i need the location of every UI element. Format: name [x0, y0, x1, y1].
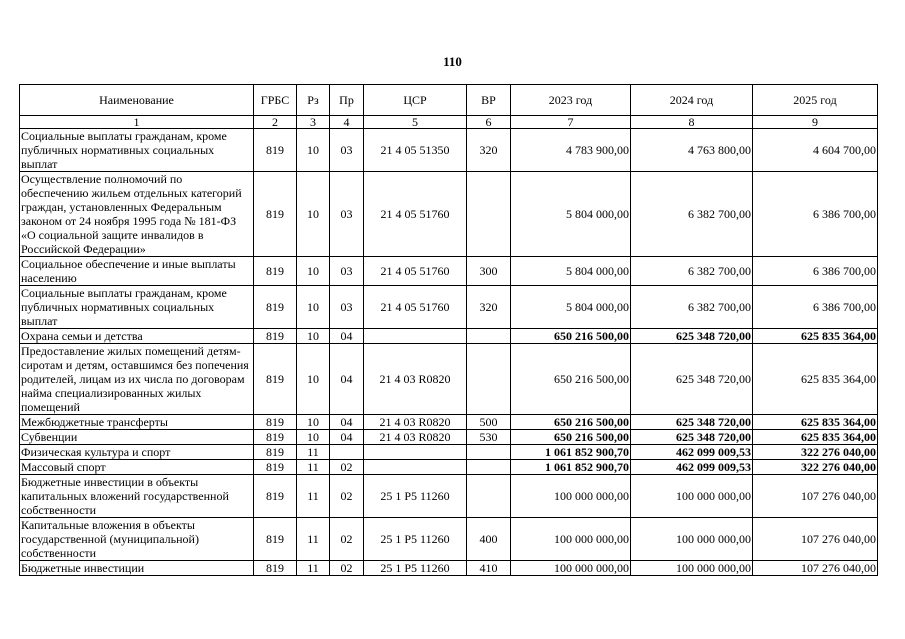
amount-2024-cell: 625 348 720,00 — [631, 329, 753, 344]
amount-2025-cell: 322 276 040,00 — [753, 460, 878, 475]
row-name-cell: Социальное обеспечение и иные выплаты населению — [20, 257, 254, 286]
amount-2025-cell: 322 276 040,00 — [753, 445, 878, 460]
row-name-cell: Капитальные вложения в объекты государственной (муниципальной) собственности — [20, 518, 254, 561]
csr-cell — [364, 445, 467, 460]
table-row — [20, 518, 878, 561]
amount-2025-cell: 625 835 364,00 — [753, 430, 878, 445]
rz-cell: 11 — [297, 518, 330, 561]
pr-cell: 04 — [330, 415, 364, 430]
rz-cell: 10 — [297, 344, 330, 415]
vr-cell — [467, 460, 511, 475]
row-name-cell: Социальные выплаты гражданам, кроме публичных нормативных социальных выплат — [20, 129, 254, 172]
amount-2023-cell: 100 000 000,00 — [511, 518, 631, 561]
rz-cell: 10 — [297, 129, 330, 172]
table-row — [20, 172, 878, 257]
amount-2023-cell: 5 804 000,00 — [511, 286, 631, 329]
amount-2025-cell: 6 386 700,00 — [753, 257, 878, 286]
column-number: 5 — [364, 116, 467, 129]
rz-cell: 10 — [297, 172, 330, 257]
column-number-row — [20, 116, 878, 129]
vr-cell: 500 — [467, 415, 511, 430]
grbs-cell: 819 — [254, 257, 297, 286]
amount-2024-cell: 6 382 700,00 — [631, 286, 753, 329]
amount-2025-cell: 625 835 364,00 — [753, 329, 878, 344]
column-number: 2 — [254, 116, 297, 129]
table-row — [20, 475, 878, 518]
column-header: 2025 год — [753, 85, 878, 116]
row-name-cell: Осуществление полномочий по обеспечению жильем отдельных категорий граждан, установленных Федеральным законом от 24 ноября 1995 года № 181-ФЗ «О социальной защите инвалидов в Российской Федерации» — [20, 172, 254, 257]
amount-2024-cell: 6 382 700,00 — [631, 257, 753, 286]
column-number: 7 — [511, 116, 631, 129]
pr-cell: 03 — [330, 129, 364, 172]
amount-2023-cell: 650 216 500,00 — [511, 430, 631, 445]
vr-cell — [467, 445, 511, 460]
column-number: 8 — [631, 116, 753, 129]
pr-cell: 02 — [330, 475, 364, 518]
pr-cell: 02 — [330, 561, 364, 576]
amount-2024-cell: 100 000 000,00 — [631, 475, 753, 518]
rz-cell: 11 — [297, 460, 330, 475]
column-number: 3 — [297, 116, 330, 129]
rz-cell: 11 — [297, 561, 330, 576]
pr-cell: 03 — [330, 286, 364, 329]
vr-cell: 320 — [467, 129, 511, 172]
column-header: 2024 год — [631, 85, 753, 116]
rz-cell: 10 — [297, 329, 330, 344]
vr-cell — [467, 329, 511, 344]
rz-cell: 10 — [297, 257, 330, 286]
grbs-cell: 819 — [254, 172, 297, 257]
amount-2023-cell: 100 000 000,00 — [511, 561, 631, 576]
pr-cell: 04 — [330, 344, 364, 415]
table-row — [20, 460, 878, 475]
amount-2025-cell: 4 604 700,00 — [753, 129, 878, 172]
grbs-cell: 819 — [254, 430, 297, 445]
grbs-cell: 819 — [254, 329, 297, 344]
vr-cell: 530 — [467, 430, 511, 445]
rz-cell: 11 — [297, 475, 330, 518]
amount-2024-cell: 100 000 000,00 — [631, 561, 753, 576]
row-name-cell: Массовый спорт — [20, 460, 254, 475]
table-row — [20, 129, 878, 172]
row-name-cell: Предоставление жилых помещений детям-сиротам и детям, оставшимся без попечения родителей, лицам из их числа по договорам найма специализированных жилых помещений — [20, 344, 254, 415]
amount-2023-cell: 5 804 000,00 — [511, 172, 631, 257]
rz-cell: 10 — [297, 415, 330, 430]
pr-cell: 02 — [330, 518, 364, 561]
row-name-cell: Субвенции — [20, 430, 254, 445]
amount-2025-cell: 107 276 040,00 — [753, 518, 878, 561]
amount-2023-cell: 650 216 500,00 — [511, 415, 631, 430]
row-name-cell: Бюджетные инвестиции в объекты капитальных вложений государственной собственности — [20, 475, 254, 518]
grbs-cell: 819 — [254, 518, 297, 561]
amount-2025-cell: 6 386 700,00 — [753, 286, 878, 329]
column-header: ВР — [467, 85, 511, 116]
table-row — [20, 286, 878, 329]
column-header: ГРБС — [254, 85, 297, 116]
amount-2024-cell: 6 382 700,00 — [631, 172, 753, 257]
amount-2024-cell: 462 099 009,53 — [631, 445, 753, 460]
rz-cell: 11 — [297, 445, 330, 460]
row-name-cell: Охрана семьи и детства — [20, 329, 254, 344]
pr-cell: 04 — [330, 430, 364, 445]
table-row — [20, 430, 878, 445]
grbs-cell: 819 — [254, 460, 297, 475]
column-header: ЦСР — [364, 85, 467, 116]
table-row — [20, 445, 878, 460]
table-row — [20, 415, 878, 430]
amount-2023-cell: 1 061 852 900,70 — [511, 445, 631, 460]
page-number: 110 — [443, 54, 462, 69]
grbs-cell: 819 — [254, 344, 297, 415]
csr-cell: 21 4 05 51350 — [364, 129, 467, 172]
vr-cell: 320 — [467, 286, 511, 329]
pr-cell: 02 — [330, 460, 364, 475]
table-row — [20, 344, 878, 415]
column-header: 2023 год — [511, 85, 631, 116]
amount-2023-cell: 650 216 500,00 — [511, 329, 631, 344]
column-header: Пр — [330, 85, 364, 116]
row-name-cell: Социальные выплаты гражданам, кроме публичных нормативных социальных выплат — [20, 286, 254, 329]
amount-2025-cell: 6 386 700,00 — [753, 172, 878, 257]
table-header-row — [20, 85, 878, 116]
vr-cell — [467, 344, 511, 415]
column-number: 6 — [467, 116, 511, 129]
csr-cell: 21 4 03 R0820 — [364, 415, 467, 430]
amount-2025-cell: 107 276 040,00 — [753, 475, 878, 518]
column-number: 4 — [330, 116, 364, 129]
amount-2024-cell: 462 099 009,53 — [631, 460, 753, 475]
grbs-cell: 819 — [254, 129, 297, 172]
table-body — [20, 129, 878, 576]
amount-2024-cell: 4 763 800,00 — [631, 129, 753, 172]
amount-2023-cell: 1 061 852 900,70 — [511, 460, 631, 475]
csr-cell — [364, 329, 467, 344]
column-header: Наименование — [20, 85, 254, 116]
grbs-cell: 819 — [254, 445, 297, 460]
amount-2024-cell: 625 348 720,00 — [631, 415, 753, 430]
pr-cell: 04 — [330, 329, 364, 344]
vr-cell — [467, 172, 511, 257]
grbs-cell: 819 — [254, 415, 297, 430]
amount-2025-cell: 107 276 040,00 — [753, 561, 878, 576]
csr-cell: 21 4 03 R0820 — [364, 430, 467, 445]
vr-cell — [467, 475, 511, 518]
vr-cell: 400 — [467, 518, 511, 561]
table-row — [20, 561, 878, 576]
budget-table — [19, 84, 878, 576]
row-name-cell: Физическая культура и спорт — [20, 445, 254, 460]
row-name-cell: Бюджетные инвестиции — [20, 561, 254, 576]
amount-2023-cell: 4 783 900,00 — [511, 129, 631, 172]
csr-cell — [364, 460, 467, 475]
csr-cell: 21 4 05 51760 — [364, 286, 467, 329]
pr-cell: 03 — [330, 172, 364, 257]
column-number: 1 — [20, 116, 254, 129]
grbs-cell: 819 — [254, 475, 297, 518]
column-header: Рз — [297, 85, 330, 116]
amount-2025-cell: 625 835 364,00 — [753, 344, 878, 415]
csr-cell: 21 4 05 51760 — [364, 257, 467, 286]
amount-2024-cell: 625 348 720,00 — [631, 344, 753, 415]
rz-cell: 10 — [297, 286, 330, 329]
amount-2025-cell: 625 835 364,00 — [753, 415, 878, 430]
amount-2024-cell: 625 348 720,00 — [631, 430, 753, 445]
grbs-cell: 819 — [254, 561, 297, 576]
vr-cell: 410 — [467, 561, 511, 576]
csr-cell: 25 1 P5 11260 — [364, 561, 467, 576]
row-name-cell: Межбюджетные трансферты — [20, 415, 254, 430]
table-row — [20, 329, 878, 344]
pr-cell: 03 — [330, 257, 364, 286]
column-number: 9 — [753, 116, 878, 129]
amount-2023-cell: 100 000 000,00 — [511, 475, 631, 518]
vr-cell: 300 — [467, 257, 511, 286]
amount-2023-cell: 650 216 500,00 — [511, 344, 631, 415]
table-row — [20, 257, 878, 286]
amount-2023-cell: 5 804 000,00 — [511, 257, 631, 286]
csr-cell: 21 4 05 51760 — [364, 172, 467, 257]
rz-cell: 10 — [297, 430, 330, 445]
amount-2024-cell: 100 000 000,00 — [631, 518, 753, 561]
grbs-cell: 819 — [254, 286, 297, 329]
csr-cell: 21 4 03 R0820 — [364, 344, 467, 415]
pr-cell — [330, 445, 364, 460]
csr-cell: 25 1 P5 11260 — [364, 475, 467, 518]
csr-cell: 25 1 P5 11260 — [364, 518, 467, 561]
